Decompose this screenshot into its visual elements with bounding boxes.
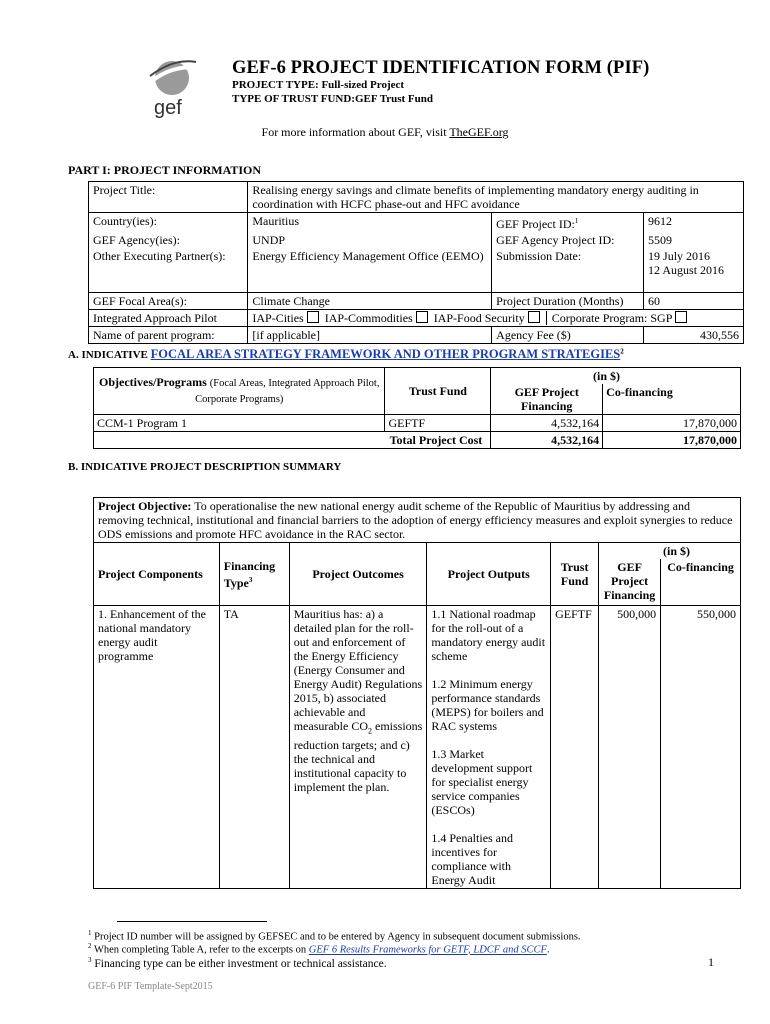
sgp-checkbox[interactable] (675, 311, 687, 323)
outcome-cell: Mauritius has: a) a detailed plan for the roll-out and enforcement of the Energy Efficiency (Energy Consumer and Energy Audit) Regulations 2015, b) associated achievable and measurable $CO_2$ emissions reduction targets; and c) the technical and institutional capacity to implement the plan. (289, 606, 427, 889)
country-value: Mauritius (248, 213, 492, 233)
partner-label: Other Executing Partner(s): (89, 248, 248, 293)
outputs-cell (427, 606, 551, 889)
gef-cell: 500,000 (599, 606, 661, 889)
components-header: Project Components (94, 543, 220, 606)
gef-header-b: GEF Project Financing (599, 559, 661, 606)
outputs-header: Project Outputs (427, 543, 551, 606)
submission-label: Submission Date: (492, 248, 644, 293)
trust-fund-header: Trust Fund (551, 543, 599, 606)
output-item: 1.4 Penalties and incentives for compliance with Energy Audit (431, 831, 514, 887)
gef-financing-header: GEF Project Financing (491, 384, 603, 415)
footnote-1: $^1$ Project ID number will be assigned by GEFSEC and to be entered by Agency in subsequent document submissions. (88, 929, 581, 943)
financing-cell: TA (219, 606, 289, 889)
footnote-2: $^2$ When completing Table A, refer to the excerpts on GEF 6 Results Frameworks for GETF, LDCF and SCCF. (88, 942, 550, 956)
gef-link[interactable]: TheGEF.org (449, 125, 509, 139)
focal-value: Climate Change (248, 293, 492, 310)
iap-cities-checkbox[interactable] (307, 311, 319, 323)
project-info-table (88, 181, 744, 344)
agency-project-id-value: 5509 (644, 232, 744, 248)
svg-text:gef: gef (154, 97, 182, 118)
project-type: PROJECT TYPE: Full-sized Project (232, 79, 405, 91)
duration-value: 60 (644, 293, 744, 310)
trust-header: Trust Fund (385, 368, 491, 415)
page-number: 1 (708, 955, 714, 969)
outcomes-header: Project Outcomes (289, 543, 427, 606)
in-usd-header-b: (in $) (599, 543, 741, 560)
footer-template: GEF-6 PIF Template-Sept2015 (88, 981, 213, 992)
focal-area-table (93, 367, 741, 449)
info-line: For more information about GEF, visit TheGEF.org (261, 125, 509, 139)
cofin-header: Co-financing (603, 384, 741, 415)
footnote-3: $^3$ Financing type can be either investment or technical assistance. (88, 956, 387, 970)
objectives-header: Objectives/Programs (Focal Areas, Integrated Approach Pilot, Corporate Programs) (94, 368, 385, 415)
page-title: GEF-6 PROJECT IDENTIFICATION FORM (PIF) (232, 58, 650, 78)
trust-cell: GEFTF (551, 606, 599, 889)
focal-label: GEF Focal Area(s): (89, 293, 248, 310)
output-item: 1.2 Minimum energy performance standards (MEPS) for boilers and RAC systems (431, 677, 544, 733)
trust-fund-type: TYPE OF TRUST FUND:GEF Trust Fund (232, 93, 433, 105)
iap-food-checkbox[interactable] (528, 311, 540, 323)
total-row: Total Project Cost 4,532,164 17,870,000 (94, 432, 741, 449)
part1-heading: PART I: PROJECT INFORMATION (68, 163, 262, 177)
section-b-heading: B. INDICATIVE PROJECT DESCRIPTION SUMMARY (68, 461, 342, 473)
parent-value: [if applicable] (248, 327, 492, 344)
project-objective: Project Objective: To operationalise the new national energy audit scheme of the Republic of Mauritius by addressing and removing technical, institutional and financial barriers to the adoption of energy efficiency measures and exploit synergies to reduce ODS emissions and promote HFC avoidance in the RAC sector. (94, 498, 741, 543)
fee-label: Agency Fee ($) (492, 327, 644, 344)
table-row (94, 606, 741, 889)
cofin-cell: 550,000 (661, 606, 741, 889)
duration-label: Project Duration (Months) (492, 293, 644, 310)
results-framework-link[interactable]: GEF 6 Results Frameworks for GETF, LDCF and SCCF (308, 944, 547, 956)
project-title-label: Project Title: (89, 182, 248, 213)
component-cell: 1. Enhancement of the national mandatory energy audit programme (94, 606, 220, 889)
iap-commodities-checkbox[interactable] (416, 311, 428, 323)
output-item: 1.1 National roadmap for the roll-out of a mandatory energy audit scheme (431, 607, 546, 663)
gef-logo (140, 56, 202, 118)
partner-value: Energy Efficiency Management Office (EEMO) (248, 248, 492, 293)
strategy-link[interactable]: FOCAL AREA STRATEGY FRAMEWORK AND OTHER PROGRAM STRATEGIES (150, 347, 621, 361)
project-title-value: Realising energy savings and climate benefits of implementing mandatory energy auditing in coordination with HCFC phase-out and HFC avoidance (248, 182, 744, 213)
cofin-header-b: Co-financing (661, 559, 741, 606)
section-a-heading: A. INDICATIVE FOCAL AREA STRATEGY FRAMEWORK AND OTHER PROGRAM STRATEGIES$^2$ (68, 347, 624, 361)
project-description-table (93, 497, 741, 889)
table-row: CCM-1 Program 1 GEFTF 4,532,164 17,870,000 (94, 415, 741, 432)
fee-value: 430,556 (644, 327, 744, 344)
pilot-options: IAP-Cities IAP-Commodities IAP-Food Security Corporate Program: SGP (248, 310, 744, 327)
project-id-label: GEF Project ID:$^1$ (492, 213, 644, 233)
parent-label: Name of parent program: (89, 327, 248, 344)
output-item: 1.3 Market development support for specialist energy service companies (ESCOs) (431, 747, 533, 817)
pilot-label: Integrated Approach Pilot (89, 310, 248, 327)
financing-header: Financing Type$^3$ (219, 543, 289, 606)
agency-project-id-label: GEF Agency Project ID: (492, 232, 644, 248)
project-id-value: 9612 (644, 213, 744, 233)
submission-value: 19 July 2016 12 August 2016 (644, 248, 744, 293)
country-label: Country(ies): (89, 213, 248, 233)
in-usd-header: (in $) (491, 368, 741, 385)
agency-label: GEF Agency(ies): (89, 232, 248, 248)
agency-value: UNDP (248, 232, 492, 248)
footnote-rule (117, 921, 267, 922)
